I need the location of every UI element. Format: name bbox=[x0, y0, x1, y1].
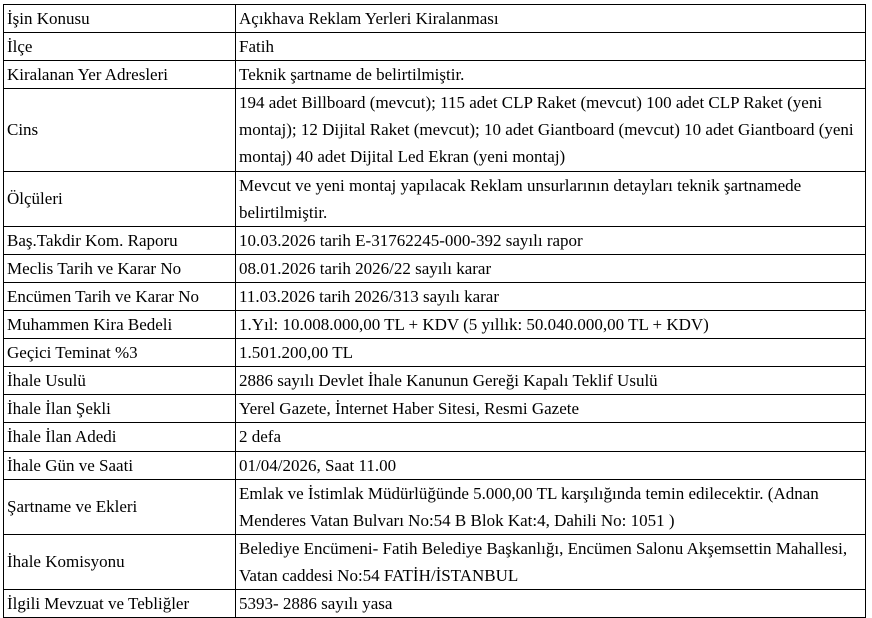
row-value: Belediye Encümeni- Fatih Belediye Başkanlığı, Encümen Salonu Akşemsettin Mahallesi, Vatan caddesi No:54 FATİH/İSTANBUL bbox=[236, 534, 866, 589]
row-value: 08.01.2026 tarih 2026/22 sayılı karar bbox=[236, 254, 866, 282]
table-row bbox=[4, 367, 866, 395]
row-label: Cins bbox=[4, 89, 236, 171]
row-label: Kiralanan Yer Adresleri bbox=[4, 61, 236, 89]
row-label: Ölçüleri bbox=[4, 171, 236, 226]
table-row bbox=[4, 423, 866, 451]
table-row bbox=[4, 254, 866, 282]
row-value: 1.Yıl: 10.008.000,00 TL + KDV (5 yıllık: 50.040.000,00 TL + KDV) bbox=[236, 311, 866, 339]
table-row bbox=[4, 282, 866, 310]
row-value: Mevcut ve yeni montaj yapılacak Reklam unsurlarının detayları teknik şartnamede belirtilmiştir. bbox=[236, 171, 866, 226]
table-row bbox=[4, 89, 866, 171]
row-value: 2 defa bbox=[236, 423, 866, 451]
row-label: İhale İlan Adedi bbox=[4, 423, 236, 451]
tender-info-table bbox=[3, 4, 866, 618]
row-label: Baş.Takdir Kom. Raporu bbox=[4, 226, 236, 254]
row-label: Encümen Tarih ve Karar No bbox=[4, 282, 236, 310]
table-row bbox=[4, 451, 866, 479]
row-value: 10.03.2026 tarih E-31762245-000-392 sayılı rapor bbox=[236, 226, 866, 254]
table-row bbox=[4, 226, 866, 254]
row-label: İlçe bbox=[4, 33, 236, 61]
row-label: Meclis Tarih ve Karar No bbox=[4, 254, 236, 282]
row-value: Emlak ve İstimlak Müdürlüğünde 5.000,00 TL karşılığında temin edilecektir. (Adnan Menderes Vatan Bulvarı No:54 B Blok Kat:4, Dahili No: 1051 ) bbox=[236, 479, 866, 534]
row-label: İşin Konusu bbox=[4, 5, 236, 33]
table-row bbox=[4, 5, 866, 33]
row-value: Fatih bbox=[236, 33, 866, 61]
row-label: İhale İlan Şekli bbox=[4, 395, 236, 423]
table-row bbox=[4, 589, 866, 617]
row-label: Geçici Teminat %3 bbox=[4, 339, 236, 367]
table-row bbox=[4, 171, 866, 226]
row-value: Yerel Gazete, İnternet Haber Sitesi, Resmi Gazete bbox=[236, 395, 866, 423]
row-label: İlgili Mevzuat ve Tebliğler bbox=[4, 589, 236, 617]
row-label: İhale Komisyonu bbox=[4, 534, 236, 589]
row-value: Açıkhava Reklam Yerleri Kiralanması bbox=[236, 5, 866, 33]
row-label: İhale Gün ve Saati bbox=[4, 451, 236, 479]
row-value: 2886 sayılı Devlet İhale Kanunun Gereği Kapalı Teklif Usulü bbox=[236, 367, 866, 395]
row-value: 1.501.200,00 TL bbox=[236, 339, 866, 367]
row-value: 01/04/2026, Saat 11.00 bbox=[236, 451, 866, 479]
row-value: 11.03.2026 tarih 2026/313 sayılı karar bbox=[236, 282, 866, 310]
row-label: Şartname ve Ekleri bbox=[4, 479, 236, 534]
row-value: 194 adet Billboard (mevcut); 115 adet CLP Raket (mevcut) 100 adet CLP Raket (yeni montaj); 12 Dijital Raket (mevcut); 10 adet Giantboard (mevcut) 10 adet Giantboard (yeni montaj) 40 adet Dijital Led Ekran (yeni montaj) bbox=[236, 89, 866, 171]
table-row bbox=[4, 311, 866, 339]
table-row bbox=[4, 33, 866, 61]
table-row bbox=[4, 479, 866, 534]
row-label: Muhammen Kira Bedeli bbox=[4, 311, 236, 339]
row-label: İhale Usulü bbox=[4, 367, 236, 395]
table-row bbox=[4, 61, 866, 89]
row-value: 5393- 2886 sayılı yasa bbox=[236, 589, 866, 617]
table-row bbox=[4, 534, 866, 589]
table-row bbox=[4, 395, 866, 423]
row-value: Teknik şartname de belirtilmiştir. bbox=[236, 61, 866, 89]
table-row bbox=[4, 339, 866, 367]
